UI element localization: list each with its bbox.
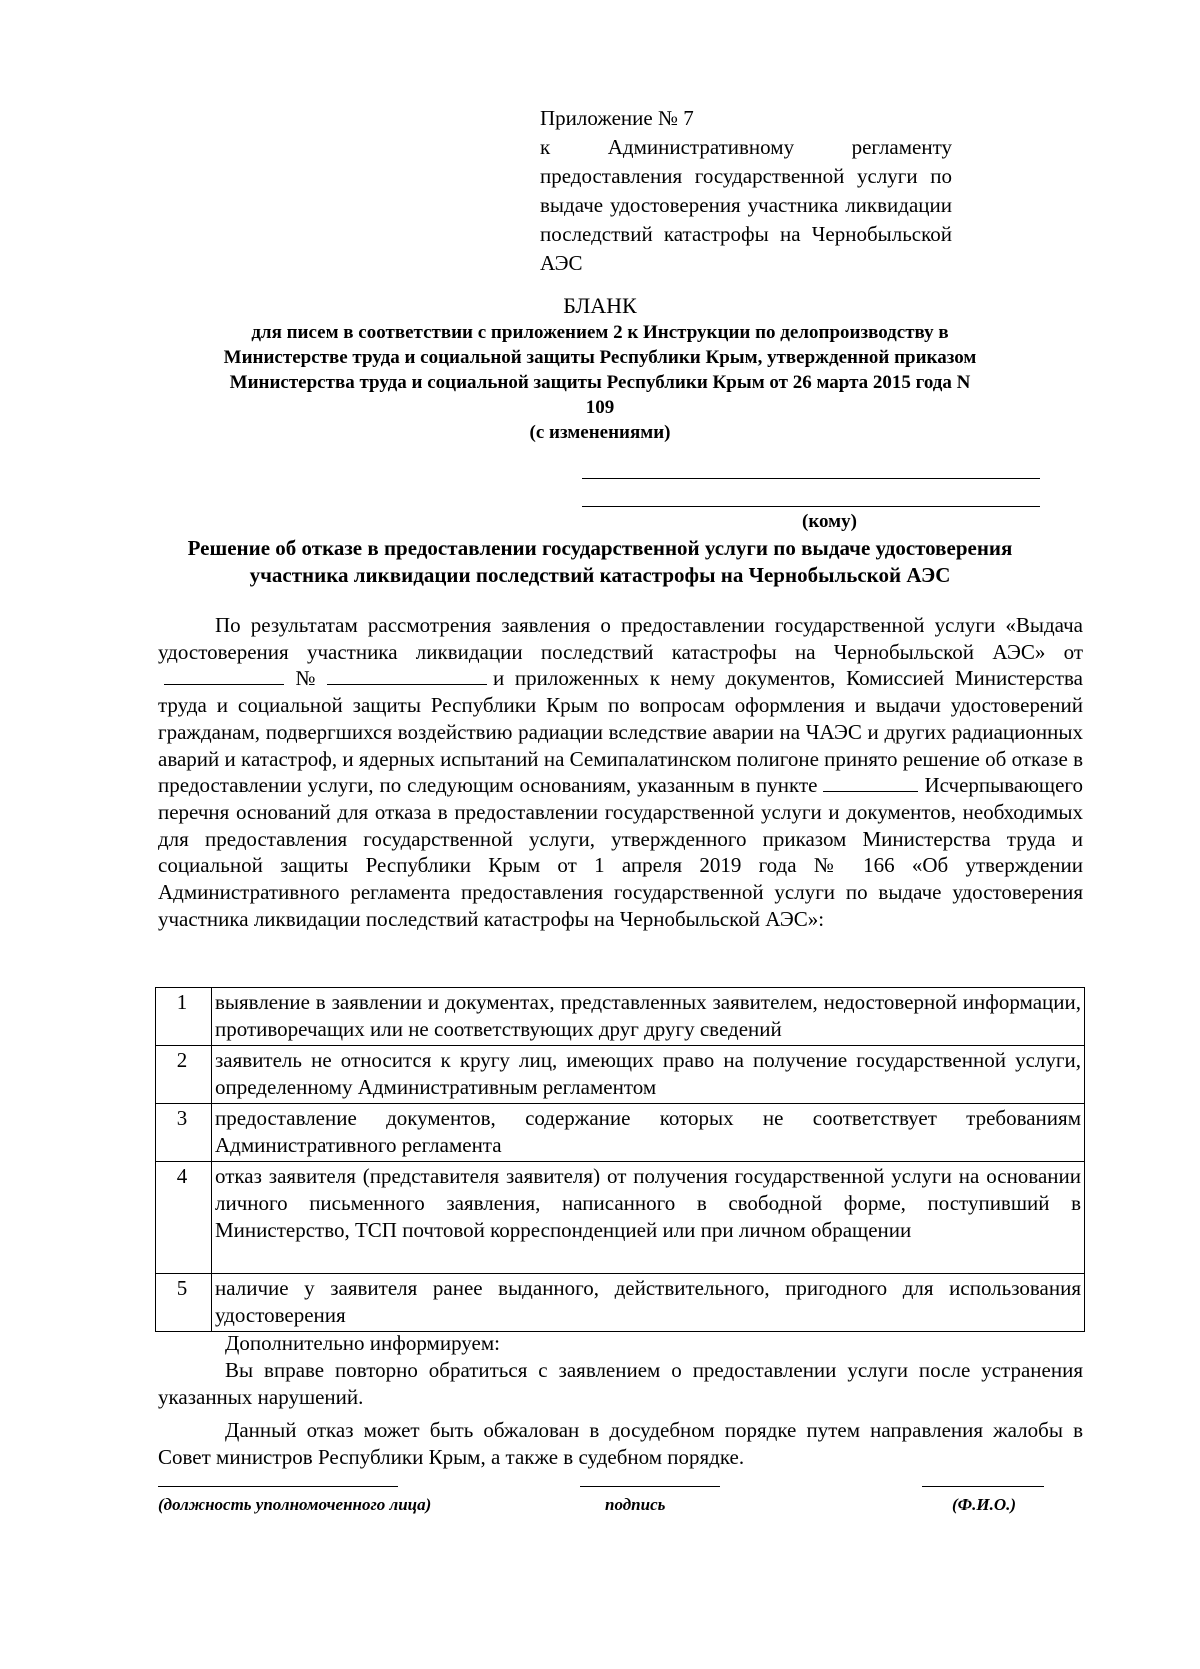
- table-row: [156, 1046, 1085, 1104]
- addressee-label: (кому): [802, 511, 857, 532]
- additional-info-paragraph: Данный отказ может быть обжалован в досудебном порядке путем направления жалобы в Совет министров Республики Крым, а также в судебном порядке.: [158, 1418, 1083, 1469]
- blank-description-line: (с изменениями): [529, 422, 671, 443]
- body-text-part4: Исчерпывающего перечня оснований для отказа в предоставлении государственной услуги и документов, необходимых для предоставления государственной услуги, утвержденного приказом Министерства труда и социальной защиты Республики Крым от 1 апреля 2019 года № 166 «Об утверждении Административного регламента предоставления государственной услуги по выдаче удостоверения участника ликвидации последствий катастрофы на Чернобыльской АЭС»:: [158, 773, 1083, 931]
- application-number-field: [327, 666, 487, 685]
- decision-title-line: участника ликвидации последствий катастрофы на Чернобыльской АЭС: [249, 563, 951, 587]
- body-text-part3: и приложенных к нему документов, Комиссией Министерства труда и социальной защиты Республики Крым по вопросам оформления и выдачи удостоверений гражданам, подвергшихся воздействию радиации вследствие аварии на ЧАЭС и других радиационных аварий и катастроф, и ядерных испытаний на Семипалатинском полигоне принято решение об отказе в предоставлении услуги, по следующим основаниям, указанным в пункте: [158, 666, 1084, 798]
- decision-body: [158, 612, 1083, 932]
- row-text: отказ заявителя (представителя заявителя) от получения государственной услуги на основании личного письменного заявления, написанного в свободной форме, поступивший в Министерство, ТСП почтовой корреспонденцией или при личном обращении: [212, 1162, 1085, 1274]
- row-number: 3: [156, 1104, 212, 1162]
- addressee-line-2: [582, 506, 1040, 507]
- blank-description-line: 109: [585, 397, 615, 418]
- table-row: [156, 1162, 1085, 1274]
- row-number: 5: [156, 1274, 212, 1332]
- blank-description-line: для писем в соответствии с приложением 2 к Инструкции по делопроизводству в: [251, 322, 949, 343]
- signature-line: [580, 1486, 720, 1487]
- position-signature-line: [158, 1486, 398, 1487]
- row-text: заявитель не относится к кругу лиц, имеющих право на получение государственной услуги, определенному Административным регламентом: [212, 1046, 1085, 1104]
- blank-title: БЛАНК: [563, 293, 637, 318]
- blank-description-line: Министерстве труда и социальной защиты Республики Крым, утвержденной приказом: [223, 347, 977, 368]
- appendix-text: к Административному регламенту предоставления государственной услуги по выдаче удостоверения участника ликвидации последствий катастрофы на Чернобыльской АЭС: [540, 135, 952, 275]
- table-row: [156, 1104, 1085, 1162]
- appendix-block: [540, 104, 952, 278]
- decision-title-line: Решение об отказе в предоставлении государственной услуги по выдаче удостоверения: [187, 536, 1013, 560]
- name-label: (Ф.И.О.): [952, 1495, 1017, 1514]
- additional-info: [158, 1330, 1083, 1471]
- sign-label: подпись: [605, 1495, 666, 1514]
- row-text: наличие у заявителя ранее выданного, действительного, пригодного для использования удостоверения: [212, 1274, 1085, 1332]
- name-signature-line: [922, 1486, 1044, 1487]
- position-label: (должность уполномоченного лица): [158, 1495, 432, 1514]
- row-text: предоставление документов, содержание которых не соответствует требованиям Административного регламента: [212, 1104, 1085, 1162]
- body-text-part2: №: [290, 666, 321, 691]
- additional-info-header: Дополнительно информируем:: [225, 1331, 500, 1355]
- blank-description-line: Министерства труда и социальной защиты Республики Крым от 26 марта 2015 года N: [229, 372, 971, 393]
- body-text-part1: По результатам рассмотрения заявления о предоставлении государственной услуги «Выдача удостоверения участника ликвидации последствий катастрофы на Чернобыльской АЭС» от: [158, 613, 1083, 664]
- clause-number-field: [823, 773, 918, 792]
- blank-description: [150, 320, 1050, 445]
- row-number: 4: [156, 1162, 212, 1274]
- additional-info-paragraph: Вы вправе повторно обратиться с заявлением о предоставлении услуги после устранения указанных нарушений.: [158, 1358, 1083, 1409]
- table-row: [156, 988, 1085, 1046]
- addressee-line-1: [582, 478, 1040, 479]
- decision-title: [110, 535, 1090, 589]
- table-row: [156, 1274, 1085, 1332]
- appendix-title: Приложение № 7: [540, 106, 694, 130]
- row-number: 2: [156, 1046, 212, 1104]
- row-number: 1: [156, 988, 212, 1046]
- row-text: выявление в заявлении и документах, представленных заявителем, недостоверной информации, противоречащих или не соответствующих друг другу сведений: [212, 988, 1085, 1046]
- application-date-field: [164, 666, 284, 685]
- grounds-table: [155, 987, 1085, 1332]
